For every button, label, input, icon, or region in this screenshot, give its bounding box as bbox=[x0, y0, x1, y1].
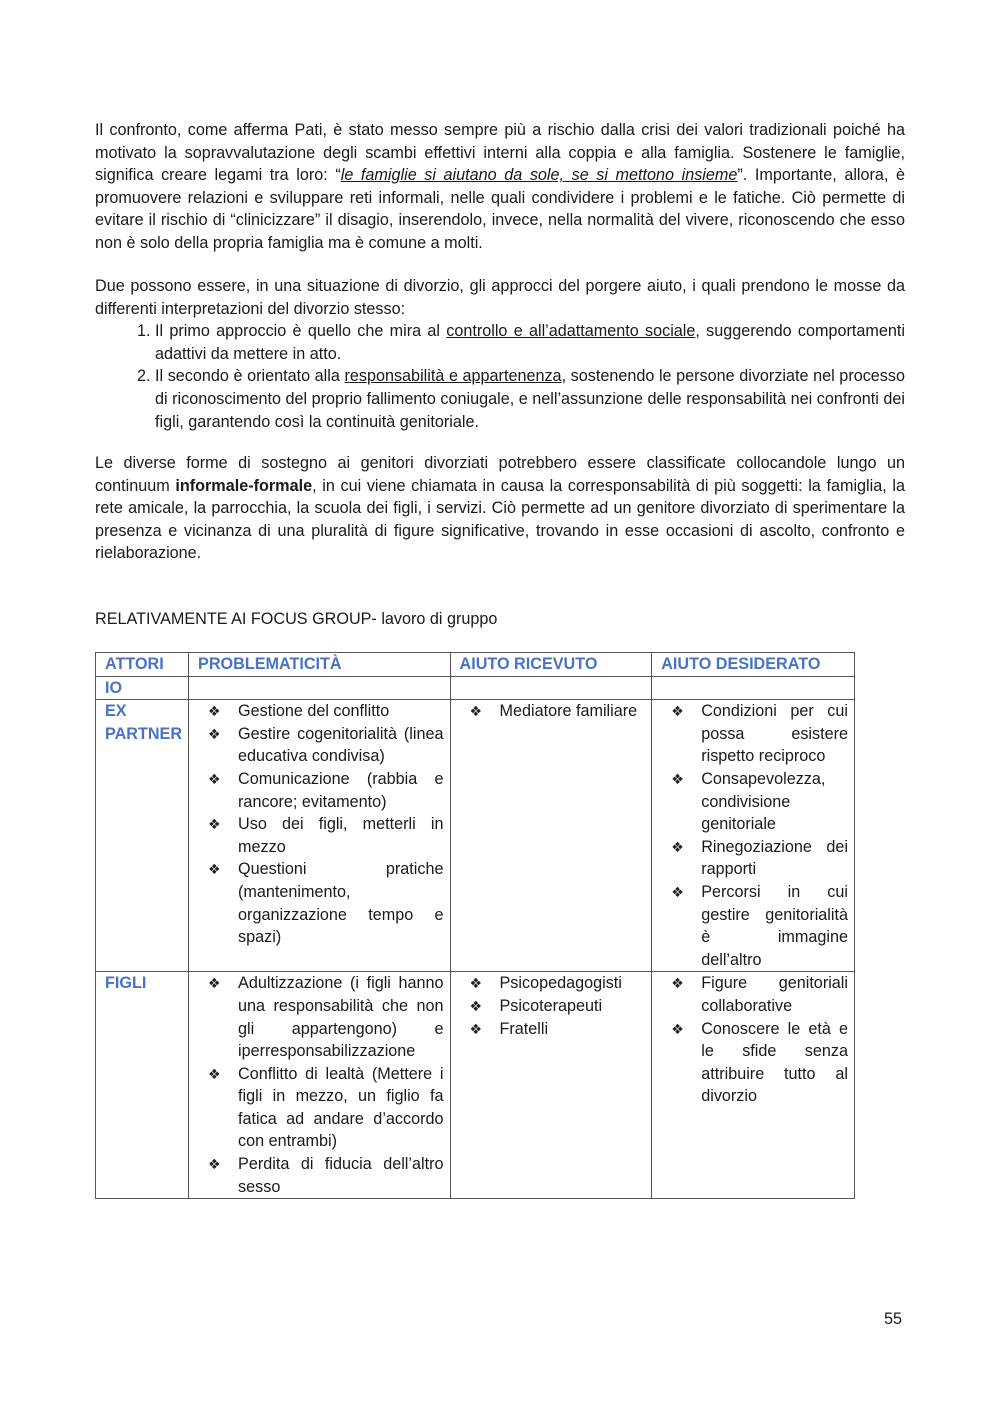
header-cell: PROBLEMATICITÀ bbox=[189, 653, 450, 677]
actor-cell: EX PARTNER bbox=[96, 700, 189, 972]
paragraph-text: Il confronto, come afferma Pati, è stato messo sempre più a rischio dalla crisi dei valori tradizionali poiché ha motivato la sopravvalutazione degli scambi effettivi interni alla coppia e alla famiglia. Sostenere le famiglie, significa creare legami tra loro: “ bbox=[95, 121, 905, 185]
list-item bbox=[155, 320, 905, 365]
received-list bbox=[460, 972, 646, 1040]
paragraph-text: , in cui viene chiamata in causa la corresponsabilità di più soggetti: la famiglia, la rete amicale, la parrocchia, la scuola dei figli, i servizi. Ciò permette ad un genitore divorziato di sperimentare la presenza e vicinanza di una pluralità di figure significative, trovando in esse occasioni di ascolto, confronto e rielaborazione. bbox=[95, 476, 905, 563]
header-cell: AIUTO DESIDERATO bbox=[652, 653, 855, 677]
paragraph-text: Le diverse forme di sostegno ai genitori divorziati potrebbero essere classificate collocandole lungo un continuum bbox=[95, 454, 905, 495]
list-item-text: , sostenendo le persone divorziate nel processo di riconoscimento del proprio fallimento coniugale, e nell’assunzione delle responsabilità nei confronti dei figli, garantendo così la continuità genitoriale. bbox=[155, 367, 905, 431]
list-item-text: Il primo approccio è quello che mira al bbox=[155, 322, 447, 341]
table-row bbox=[96, 972, 855, 1199]
list-item: ❖ Gestione del conflitto bbox=[238, 700, 443, 723]
list-item: ❖ Conflitto di lealtà (Mettere i figli in mezzo, un figlio fa fatica ad andare d’accordo con entrambi) bbox=[238, 1063, 443, 1153]
table-row bbox=[96, 700, 855, 972]
list-item: ❖ Condizioni per cui possa esistere rispetto reciproco bbox=[701, 700, 848, 768]
list-item bbox=[155, 365, 905, 433]
bold-term: informale-formale bbox=[175, 476, 313, 495]
problems-cell bbox=[189, 676, 450, 700]
problems-list bbox=[198, 700, 443, 949]
received-cell bbox=[450, 676, 652, 700]
problems-list bbox=[198, 972, 443, 1198]
desired-cell bbox=[652, 700, 855, 972]
underlined-term: responsabilità e appartenenza bbox=[344, 367, 562, 386]
received-cell bbox=[450, 700, 652, 972]
desired-list bbox=[661, 700, 848, 971]
approaches-list bbox=[95, 320, 905, 433]
list-item-text: , suggerendo comportamenti adattivi da mettere in atto. bbox=[155, 322, 905, 363]
problems-cell bbox=[189, 700, 450, 972]
list-item: ❖ Psicopedagogisti bbox=[500, 972, 646, 995]
desired-cell bbox=[652, 676, 855, 700]
list-item: ❖ Questioni pratiche (mantenimento, organizzazione tempo e spazi) bbox=[238, 858, 443, 948]
list-item: ❖ Mediatore familiare bbox=[500, 700, 646, 723]
list-item: ❖ Comunicazione (rabbia e rancore; evitamento) bbox=[238, 768, 443, 813]
desired-cell bbox=[652, 972, 855, 1199]
paragraph-approcci bbox=[95, 275, 905, 433]
list-item: ❖ Conoscere le età e le sfide senza attribuire tutto al divorzio bbox=[701, 1018, 848, 1108]
problems-cell bbox=[189, 972, 450, 1199]
header-cell: AIUTO RICEVUTO bbox=[450, 653, 652, 677]
paragraph-confronto bbox=[95, 119, 905, 255]
page-number: 55 bbox=[884, 1310, 903, 1328]
actor-cell: IO bbox=[96, 676, 189, 700]
underlined-term: controllo e all’adattamento sociale bbox=[446, 322, 696, 341]
list-item-text: Il secondo è orientato alla bbox=[155, 367, 345, 386]
list-item: ❖ Rinegoziazione dei rapporti bbox=[701, 836, 848, 881]
paragraph-intro: Due possono essere, in una situazione di divorzio, gli approcci del porgere aiuto, i quali prendono le mosse da differenti interpretazioni del divorzio stesso: bbox=[95, 277, 905, 318]
quoted-phrase: le famiglie si aiutano da sole, se si mettono insieme bbox=[340, 166, 738, 185]
received-list bbox=[460, 700, 646, 723]
list-item: ❖ Perdita di fiducia dell’altro sesso bbox=[238, 1153, 443, 1198]
list-item: ❖ Adultizzazione (i figli hanno una responsabilità che non gli appartengono) e iperresponsabilizzazione bbox=[238, 972, 443, 1062]
desired-list bbox=[661, 972, 848, 1108]
received-cell bbox=[450, 972, 652, 1199]
paragraph-text: ”. Importante, allora, è promuovere relazioni e sviluppare reti informali, nelle quali condividere i problemi e le fatiche. Ciò permette di evitare il rischio di “clinicizzare” il disagio, inserendolo, invece, nella normalità del vivere, riconoscendo che esso non è solo della propria famiglia ma è comune a molti. bbox=[95, 166, 906, 252]
list-item: ❖ Percorsi in cui gestire genitorialità è immagine dell’altro bbox=[701, 881, 848, 971]
table-header-row bbox=[96, 653, 855, 677]
list-item: ❖ Psicoterapeuti bbox=[500, 995, 646, 1018]
list-item: ❖ Consapevolezza, condivisione genitoriale bbox=[701, 768, 848, 836]
list-item: ❖ Fratelli bbox=[500, 1018, 646, 1041]
list-item: ❖ Gestire cogenitorialità (linea educativa condivisa) bbox=[238, 723, 443, 768]
section-heading: RELATIVAMENTE AI FOCUS GROUP- lavoro di gruppo bbox=[95, 610, 498, 628]
table-body bbox=[96, 676, 855, 1199]
table-row bbox=[96, 676, 855, 700]
focus-group-table bbox=[95, 652, 855, 1199]
list-item: ❖ Figure genitoriali collaborative bbox=[701, 972, 848, 1017]
actor-cell: FIGLI bbox=[96, 972, 189, 1199]
paragraph-sostegno bbox=[95, 452, 905, 565]
header-cell: ATTORI bbox=[96, 653, 189, 677]
list-item: ❖ Uso dei figli, metterli in mezzo bbox=[238, 813, 443, 858]
